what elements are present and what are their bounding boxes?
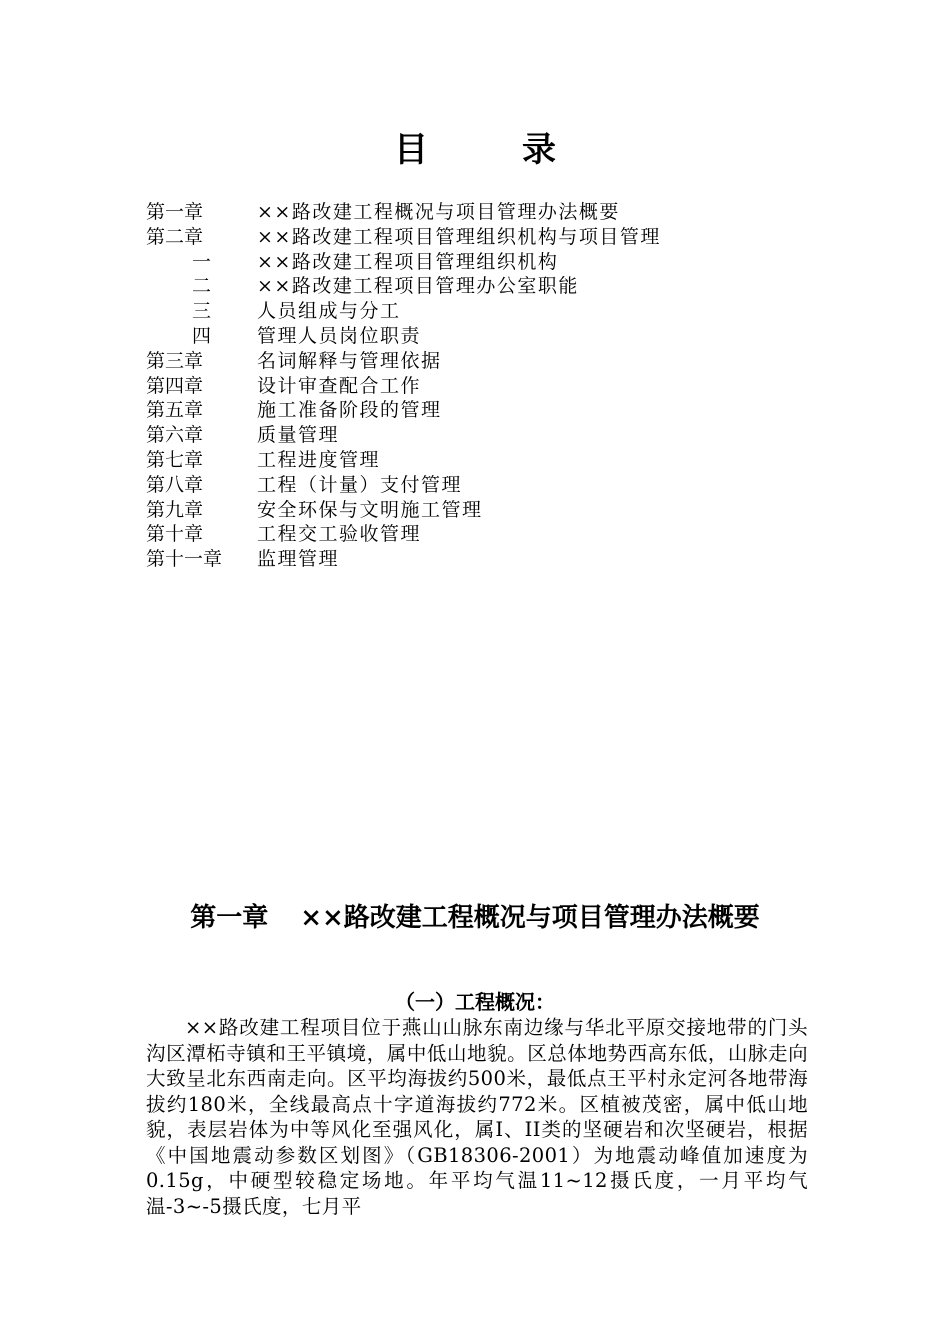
toc-entry-number: 第四章	[146, 374, 204, 397]
toc-entry-text: 设计审查配合工作	[257, 374, 422, 397]
toc-entry	[146, 200, 661, 225]
toc-entry-number: 第六章	[146, 424, 204, 447]
toc-entry-text: 安全环保与文明施工管理	[257, 498, 483, 521]
toc-entry-number: 一	[192, 250, 212, 273]
toc-entry	[146, 349, 661, 374]
toc-entry	[146, 448, 661, 473]
toc-entry-text: 人员组成与分工	[257, 300, 401, 323]
toc-entry	[146, 274, 661, 299]
toc-entry	[146, 522, 661, 547]
toc-entry-number: 第一章	[146, 201, 204, 223]
toc-entry-text: 质量管理	[257, 424, 340, 447]
body-paragraph: ××路改建工程项目位于燕山山脉东南边缘与华北平原交接地带的门头沟区潭柘寺镇和王平镇境，属中低山地貌。区总体地势西高东低，山脉走向大致呈北东西南走向。区平均海拔约500米，最低点王平村永定河各地带海拔约180米，全线最高点十字道海拔约772米。区植被茂密，属中低山地貌，表层岩体为中等风化至强风化，属I、II类的坚硬岩和次坚硬岩，根据《中国地震动参数区划图》（GB18306-2001）为地震动峰值加速度为0.15g，中硬型较稳定场地。年平均气温11~12摄氏度，一月平均气温-3~-5摄氏度，七月平	[146, 1016, 808, 1218]
toc-entry-text: ××路改建工程项目管理办公室职能	[257, 275, 579, 298]
toc-entry-text: ××路改建工程概况与项目管理办法概要	[257, 201, 620, 223]
toc-entry-text: 施工准备阶段的管理	[257, 399, 442, 422]
toc-entry-number: 第三章	[146, 349, 204, 372]
toc-list	[146, 200, 661, 572]
toc-entry-number: 第二章	[146, 225, 204, 248]
toc-entry-number: 第十章	[146, 523, 204, 546]
toc-entry	[146, 423, 661, 448]
chapter-number: 第一章	[190, 903, 269, 933]
toc-entry	[146, 250, 661, 275]
toc-entry-number: 第八章	[146, 473, 204, 496]
toc-entry-number: 三	[192, 300, 212, 323]
toc-entry	[146, 473, 661, 498]
toc-entry-number: 四	[192, 324, 212, 347]
toc-entry-text: 管理人员岗位职责	[257, 324, 422, 347]
toc-entry	[146, 374, 661, 399]
toc-entry-number: 二	[192, 275, 212, 298]
toc-entry	[146, 498, 661, 523]
toc-title: 目 录	[394, 130, 586, 170]
toc-entry-text: 名词解释与管理依据	[257, 349, 442, 372]
chapter-heading	[0, 898, 950, 938]
toc-entry-number: 第九章	[146, 498, 204, 521]
toc-entry	[146, 398, 661, 423]
toc-entry-number: 第五章	[146, 399, 204, 422]
toc-entry-text: 监理管理	[257, 548, 340, 571]
section-heading: （一）工程概况：	[395, 990, 555, 1014]
toc-entry	[146, 547, 661, 572]
toc-entry	[146, 324, 661, 349]
toc-entry-text: 工程进度管理	[257, 448, 381, 471]
toc-entry	[146, 225, 661, 250]
chapter-title: ××路改建工程概况与项目管理办法概要	[300, 903, 760, 933]
toc-entry-number: 第十一章	[146, 548, 223, 571]
toc-entry-number: 第七章	[146, 448, 204, 471]
toc-entry-text: ××路改建工程项目管理组织机构与项目管理	[257, 225, 661, 248]
toc-entry-text: 工程交工验收管理	[257, 523, 422, 546]
toc-entry-text: 工程（计量）支付管理	[257, 473, 463, 496]
toc-entry	[146, 299, 661, 324]
toc-entry-text: ××路改建工程项目管理组织机构	[257, 250, 559, 273]
